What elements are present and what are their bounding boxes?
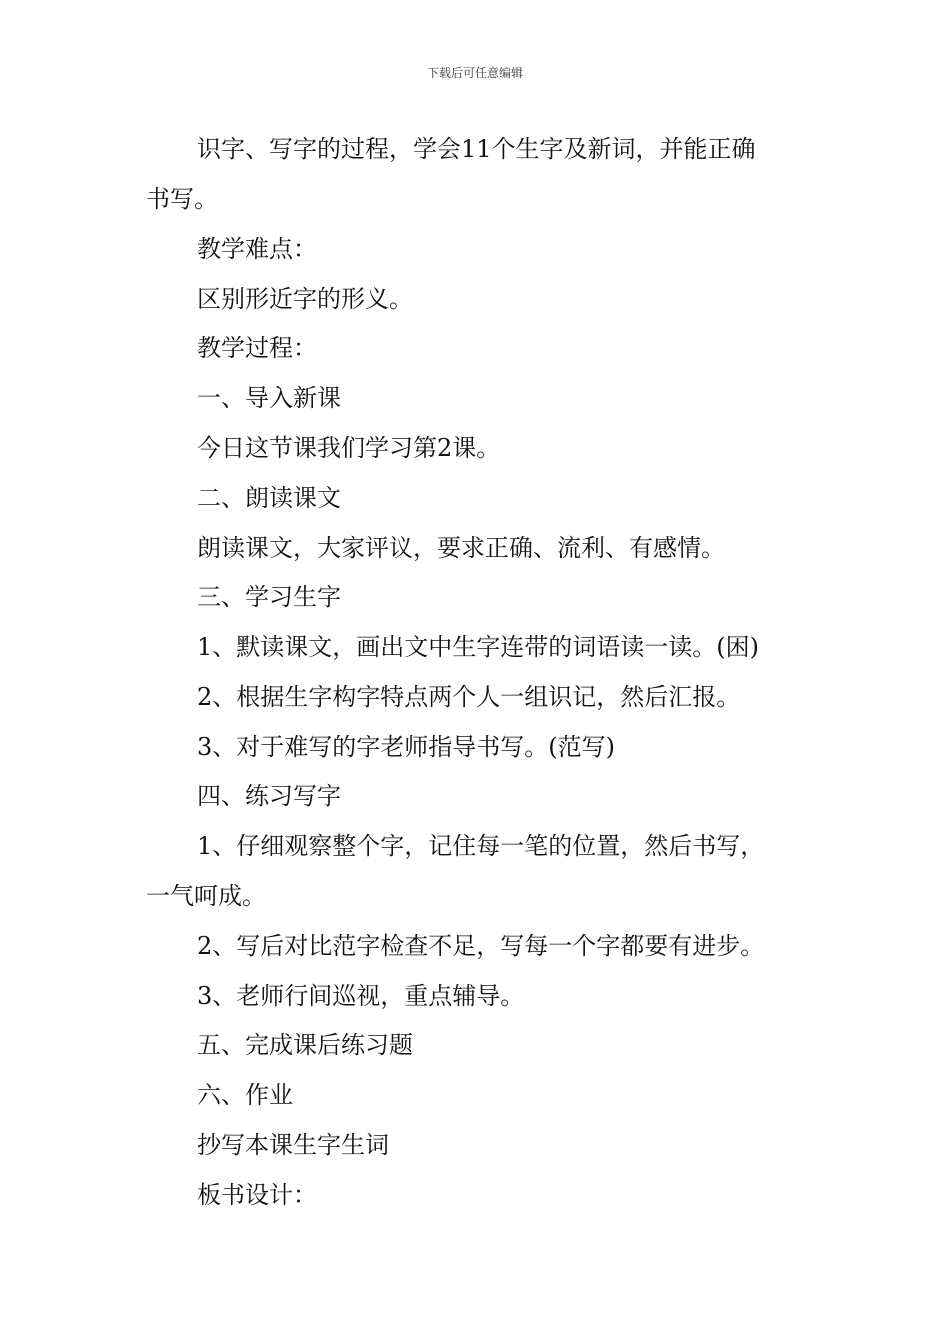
section-heading: 五、完成课后练习题: [197, 1031, 413, 1059]
list-item: 2、根据生字构字特点两个人一组识记，然后汇报。: [197, 683, 741, 711]
page-header: 下载后可任意编辑: [426, 66, 523, 80]
list-item: 2、写后对比范字检查不足，写每一个字都要有进步。: [197, 932, 765, 960]
list-item: 3、老师行间巡视，重点辅导。: [197, 982, 525, 1010]
paragraph-line: 识字、写字的过程，学会11个生字及新词，并能正确: [197, 135, 756, 163]
paragraph-line: 区别形近字的形义。: [197, 285, 413, 313]
section-heading: 六、作业: [197, 1081, 293, 1109]
section-heading: 三、学习生字: [197, 583, 341, 611]
paragraph-line: 书写。: [146, 185, 218, 213]
section-heading: 板书设计：: [197, 1181, 317, 1209]
paragraph-line: 朗读课文，大家评议，要求正确、流利、有感情。: [197, 534, 725, 562]
section-heading: 教学难点：: [197, 235, 317, 263]
list-item: 1、仔细观察整个字，记住每一笔的位置，然后书写，: [197, 832, 765, 860]
paragraph-line: 抄写本课生字生词: [197, 1131, 389, 1159]
list-item: 1、默读课文，画出文中生字连带的词语读一读。(困): [197, 633, 759, 661]
section-heading: 二、朗读课文: [197, 484, 341, 512]
section-heading: 一、导入新课: [197, 384, 341, 412]
section-heading: 四、练习写字: [197, 782, 341, 810]
paragraph-line: 今日这节课我们学习第2课。: [197, 434, 501, 462]
list-item-continuation: 一气呵成。: [146, 882, 266, 910]
list-item: 3、对于难写的字老师指导书写。(范写): [197, 733, 615, 761]
section-heading: 教学过程：: [197, 334, 317, 362]
